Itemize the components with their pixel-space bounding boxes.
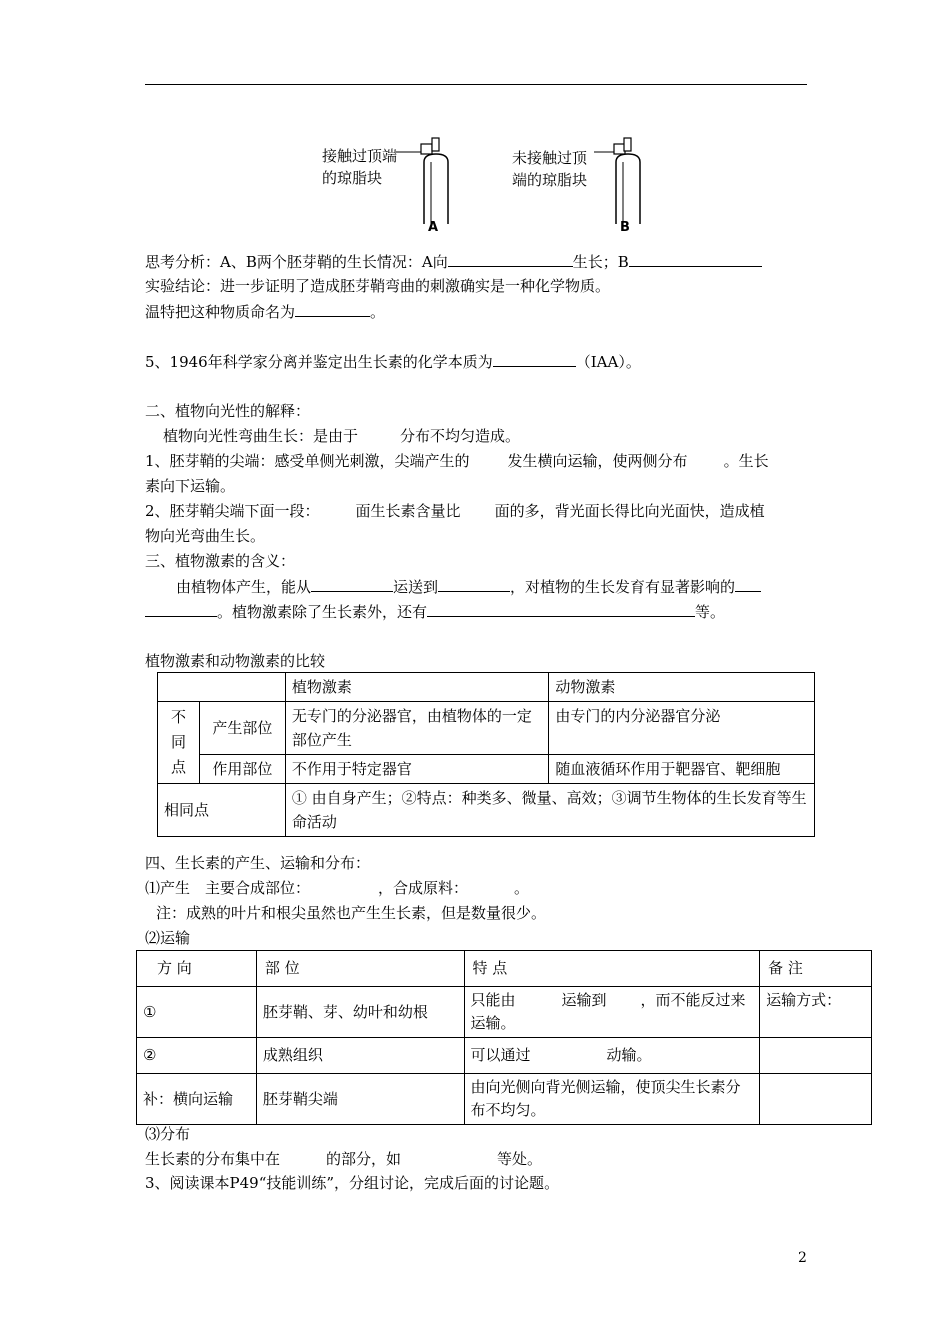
dist-a: 生长素的分布集中在 <box>145 1150 281 1168</box>
header-animal: 动物激素 <box>549 673 815 702</box>
r2-part: 成熟组织 <box>256 1038 464 1074</box>
prod-b: ，合成原料： <box>378 879 469 897</box>
table-row <box>137 987 872 1038</box>
r2-feat-a: 可以通过 <box>470 1046 531 1064</box>
production-animal: 由专门的内分泌器官分泌 <box>549 702 815 755</box>
page-number: 2 <box>798 1250 807 1266</box>
prod-a: ⑴产生 主要合成部位： <box>145 879 311 897</box>
action-animal: 随血液循环作用于靶器官、靶细胞 <box>549 755 815 784</box>
blank-other-hormones[interactable] <box>427 601 695 617</box>
r2-note <box>760 1038 872 1074</box>
sec3-line1 <box>176 576 761 597</box>
transport-title: ⑵运输 <box>145 929 191 947</box>
diff-label-cell <box>158 702 200 784</box>
blank-target[interactable] <box>438 576 510 592</box>
sec3-a: 由植物体产生，能从 <box>176 578 312 596</box>
coleoptile-figure <box>318 134 678 234</box>
blank-b-growth[interactable] <box>629 251 762 267</box>
sec2-item2-b: 面生长素含量比 <box>355 502 461 520</box>
think-mid: 生长；B <box>572 253 629 271</box>
blank-substance-a[interactable] <box>735 576 761 592</box>
figure-letter-b: B <box>620 220 630 235</box>
went-prefix: 温特把这种物质命名为 <box>145 303 296 321</box>
sec3-d: 。植物激素除了生长素外，还有 <box>217 603 428 621</box>
r2-feat-b: 动输。 <box>606 1046 652 1064</box>
item5-suffix: （IAA）。 <box>575 353 641 371</box>
went-suffix: 。 <box>370 303 386 321</box>
dist-b: 的部分，如 <box>326 1150 402 1168</box>
sec2-item2-line1 <box>145 501 765 521</box>
sec2-item2-c: 面的多，背光面长得比向光面快，造成植 <box>494 502 765 520</box>
r2-feature <box>464 1038 760 1074</box>
action-plant: 不作用于特定器官 <box>285 755 549 784</box>
sec2-item1-a: 1、胚芽鞘的尖端：感受单侧光刺激，尖端产生的 <box>145 452 470 470</box>
blank-substance-name[interactable] <box>295 301 370 317</box>
r2-direction: ② <box>137 1038 257 1074</box>
table-row <box>137 1038 872 1074</box>
figure-label-b-line1: 未接触过顶 <box>512 149 588 167</box>
production-plant: 无专门的分泌器官，由植物体的一定部位产生 <box>285 702 549 755</box>
header-rule <box>145 84 807 85</box>
blank-a-direction[interactable] <box>448 251 573 267</box>
header-note: 备 注 <box>760 951 872 987</box>
r1-direction: ① <box>137 987 257 1038</box>
figure-letter-a: A <box>428 220 439 235</box>
sec4-title: 四、生长素的产生、运输和分布： <box>145 854 371 872</box>
conclusion-line: 实验结论：进一步证明了造成胚芽鞘弯曲的刺激确实是一种化学物质。 <box>145 277 611 295</box>
table-row <box>137 1074 872 1125</box>
r1-feat-b: 运输到 <box>561 991 607 1009</box>
table-row <box>158 702 815 755</box>
figure-label-a-line2: 的琼脂块 <box>322 169 383 187</box>
blank-chemical-nature[interactable] <box>493 351 576 367</box>
blank-source[interactable] <box>311 576 393 592</box>
think-prefix: 思考分析：A、B两个胚芽鞘的生长情况：A向 <box>145 253 448 271</box>
sec3-e: 等。 <box>695 603 726 621</box>
header-feature: 特 点 <box>464 951 760 987</box>
row-label-action: 作用部位 <box>199 755 285 784</box>
table-row <box>158 755 815 784</box>
diff-label-1: 不 <box>170 708 186 726</box>
table-row <box>158 673 815 702</box>
dist-line <box>145 1149 542 1169</box>
blank-substance-b[interactable] <box>145 601 217 617</box>
sec2-item1-b: 发生横向运输，使两侧分布 <box>507 452 688 470</box>
diff-label-3: 点 <box>170 758 186 776</box>
header-plant: 植物激素 <box>285 673 549 702</box>
row-label-production: 产生部位 <box>199 702 285 755</box>
table-row <box>137 951 872 987</box>
sec2-item2-a: 2、胚芽鞘尖端下面一段： <box>145 502 320 520</box>
sec3-c: ，对植物的生长发育有显著影响的 <box>510 578 736 596</box>
r3-feature: 由向光侧向背光侧运输，使顶尖生长素分布不均匀。 <box>464 1074 760 1125</box>
sec3-line2 <box>145 601 725 622</box>
sec2-item1-c: 。生长 <box>723 452 769 470</box>
sec2-line1-b: 分布不均匀造成。 <box>400 427 521 445</box>
r3-note <box>760 1074 872 1125</box>
note-line: 注：成熟的叶片和根尖虽然也产生生长素，但是数量很少。 <box>156 904 547 922</box>
r1-feat-a: 只能由 <box>470 991 516 1009</box>
same-text: ① 由自身产生；②特点：种类多、微量、高效；③调节生物体的生长发育等生命活动 <box>285 784 814 837</box>
r1-feature <box>464 987 760 1038</box>
header-empty-cell <box>158 673 286 702</box>
sec2-title: 二、植物向光性的解释： <box>145 402 311 420</box>
transport-table <box>136 950 872 1125</box>
r3-part: 胚芽鞘尖端 <box>256 1074 464 1125</box>
figure-label-a-line1: 接触过顶端 <box>322 147 398 165</box>
diff-label-2: 同 <box>170 733 186 751</box>
row-label-same: 相同点 <box>158 784 286 837</box>
prod-c: 。 <box>514 879 530 897</box>
compare-title: 植物激素和动物激素的比较 <box>145 652 326 670</box>
went-naming-line <box>145 301 385 322</box>
header-part: 部 位 <box>256 951 464 987</box>
figure-label-b-line2: 端的琼脂块 <box>512 171 588 189</box>
sec3-title: 三、植物激素的含义： <box>145 552 296 570</box>
r1-note: 运输方式： <box>760 987 872 1038</box>
r3-direction: 补：横向运输 <box>137 1074 257 1125</box>
think-analysis-line <box>145 251 762 272</box>
production-line <box>145 878 529 898</box>
sec2-line1 <box>163 426 520 446</box>
sec2-item1-line2: 素向下运输。 <box>145 477 236 495</box>
item3-line: 3、阅读课本P49“技能训练”，分组讨论，完成后面的讨论题。 <box>145 1174 560 1192</box>
item5-line <box>145 351 641 372</box>
r1-feat-c: ，而不能反过来运输。 <box>470 991 746 1032</box>
dist-title: ⑶分布 <box>145 1125 191 1143</box>
dist-c: 等处。 <box>497 1150 543 1168</box>
sec2-item1-line1 <box>145 451 769 471</box>
r1-part: 胚芽鞘、芽、幼叶和幼根 <box>256 987 464 1038</box>
sec3-b: 运送到 <box>393 578 439 596</box>
sec2-line1-a: 植物向光性弯曲生长：是由于 <box>163 427 359 445</box>
sec2-item2-line2: 物向光弯曲生长。 <box>145 527 266 545</box>
table-row <box>158 784 815 837</box>
item5-prefix: 5、1946年科学家分离并鉴定出生长素的化学本质为 <box>145 353 493 371</box>
hormone-compare-table <box>157 672 815 837</box>
header-direction: 方 向 <box>137 951 257 987</box>
